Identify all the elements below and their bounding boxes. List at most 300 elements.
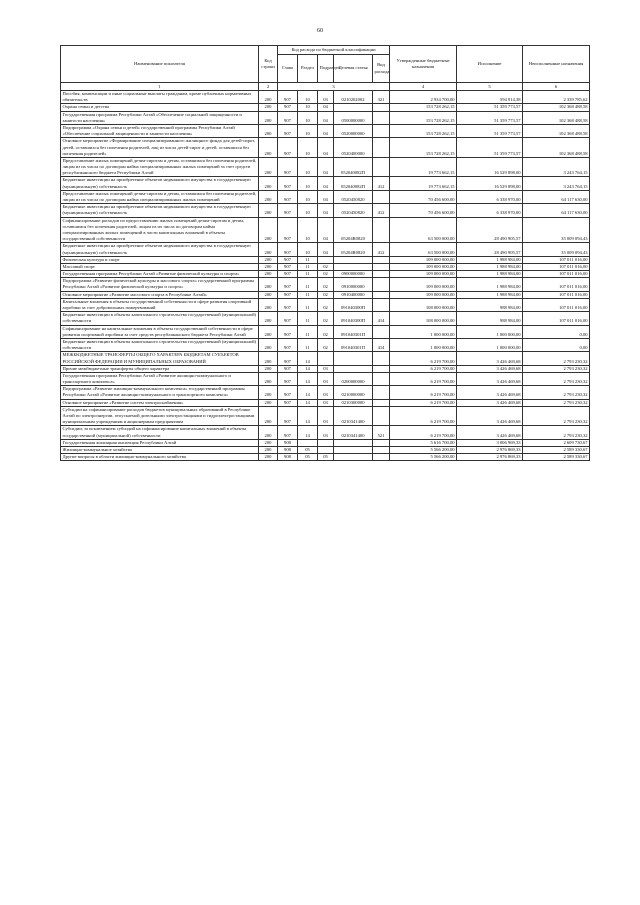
row-execution-amount: 3 426 469,68 [457,386,523,399]
header-target-article: Целевая статья [334,55,373,83]
row-line-code: 200 [259,190,278,203]
row-execution-amount: 1 988 984,00 [457,291,523,298]
row-section: 10 [298,124,318,137]
row-target-article: 05204R0820 [334,217,373,243]
row-not-executed-amount: 35 009 094,43 [523,217,590,243]
column-number: 3 [278,83,390,91]
row-subsection: 03 [318,406,334,426]
row-chapter: 907 [278,365,298,372]
row-subsection: 02 [318,291,334,298]
row-section: 11 [298,312,318,325]
row-chapter: 908 [278,446,298,453]
row-approved-amount: 109 000 000,00 [390,256,457,263]
row-name: Физическая культура и спорт [61,256,259,263]
row-section: 10 [298,243,318,256]
row-section: 05 [298,454,318,461]
row-expense-type [373,111,390,124]
row-expense-type: 412 [373,243,390,256]
table-row [61,372,590,385]
row-section: 14 [298,406,318,426]
budget-execution-table [60,45,590,461]
header-execution: Исполнение [457,46,523,83]
row-line-code: 200 [259,406,278,426]
row-line-code: 200 [259,426,278,439]
row-not-executed-amount: 35 009 094,43 [523,243,590,256]
column-number: 4 [390,83,457,91]
row-not-executed-amount: 107 011 016,00 [523,298,590,311]
row-chapter: 907 [278,386,298,399]
row-subsection: 04 [318,217,334,243]
row-subsection: 02 [318,271,334,278]
row-section: 11 [298,291,318,298]
row-name: Основное мероприятие «Развитие массового спорта в Республике Алтай» [61,291,259,298]
row-approved-amount: 109 000 000,00 [390,271,457,278]
row-line-code: 200 [259,446,278,453]
row-name: Бюджетные инвестиции на приобретение объектов недвижимого имущества в государственную (муниципальную) собственность [61,243,259,256]
row-chapter: 908 [278,454,298,461]
row-expense-type [373,278,390,291]
row-execution-amount: 1 988 984,00 [457,263,523,270]
row-name: Государственная программа Республики Алтай «Развитие физической культуры и спорта» [61,271,259,278]
row-section: 14 [298,372,318,385]
row-approved-amount: 153 728 262,15 [390,124,457,137]
header-subsection: Подраздел [318,55,334,83]
table-row [61,263,590,270]
header-classification-group: Код расхода по бюджетной классификации [278,46,390,55]
header-expense-type: Вид расхода [373,55,390,83]
row-approved-amount: 109 000 000,00 [390,278,457,291]
row-name: Подпрограмма «Развитие жилищно-коммунального комплекса» государственной программы Республики Алтай «Развитие жилищно-коммунального и транспортного комплекса» [61,386,259,399]
row-expense-type [373,352,390,365]
row-execution-amount: 988 984,00 [457,298,523,311]
row-target-article: 052040082П [334,157,373,177]
row-subsection: 04 [318,104,334,111]
row-section: 11 [298,298,318,311]
row-name: Предоставление жилых помещений детям-сиротам и детям, оставшимся без попечения родителей, лицам из их числа по договорам найма специализированных жилых помещений [61,190,259,203]
row-target-article: 091040301П [334,325,373,338]
row-approved-amount: 108 000 000,00 [390,312,457,325]
row-expense-type [373,104,390,111]
row-chapter: 908 [278,439,298,446]
row-execution-amount: 3 426 469,68 [457,352,523,365]
row-chapter: 907 [278,91,298,104]
row-section: 11 [298,325,318,338]
row-line-code: 200 [259,439,278,446]
row-section: 10 [298,91,318,104]
row-target-article [334,263,373,270]
row-subsection: 04 [318,124,334,137]
row-not-executed-amount: 0,00 [523,338,590,351]
row-approved-amount: 109 000 000,00 [390,291,457,298]
row-not-executed-amount: 102 368 488,58 [523,138,590,158]
row-expense-type: 321 [373,91,390,104]
row-expense-type [373,157,390,177]
row-expense-type [373,399,390,406]
row-not-executed-amount: 102 368 488,58 [523,111,590,124]
row-expense-type [373,325,390,338]
row-name: Государственная программа Республики Алтай «Обеспечение социальной защищенности и занятости населения» [61,111,259,124]
row-target-article [334,256,373,263]
row-section: 11 [298,263,318,270]
row-target-article: 0520000000 [334,124,373,137]
row-line-code: 200 [259,291,278,298]
row-not-executed-amount: 102 368 488,58 [523,124,590,137]
row-subsection: 04 [318,204,334,217]
row-line-code: 200 [259,372,278,385]
row-chapter: 907 [278,298,298,311]
row-section: 14 [298,365,318,372]
header-section: Раздел [298,55,318,83]
row-subsection: 03 [318,386,334,399]
row-expense-type: 521 [373,426,390,439]
row-execution-amount: 1 000 000,00 [457,325,523,338]
row-approved-amount: 6 219 700,00 [390,426,457,439]
row-subsection: 04 [318,177,334,190]
row-chapter: 907 [278,204,298,217]
table-row [61,312,590,325]
row-section: 11 [298,256,318,263]
row-expense-type [373,446,390,453]
row-execution-amount: 3 006 969,33 [457,439,523,446]
row-chapter: 907 [278,399,298,406]
row-chapter: 907 [278,271,298,278]
row-subsection: 02 [318,298,334,311]
row-chapter: 907 [278,217,298,243]
row-name: Бюджетные инвестиции на приобретение объектов недвижимого имущества в государственную (муниципальную) собственность [61,204,259,217]
row-line-code: 200 [259,386,278,399]
row-line-code: 200 [259,157,278,177]
table-row [61,271,590,278]
table-row [61,291,590,298]
row-approved-amount: 5 566 200,00 [390,454,457,461]
row-name: Бюджетные инвестиции на приобретение объектов недвижимого имущества в государственную (муниципальную) собственность [61,177,259,190]
row-name: Охрана семьи и детства [61,104,259,111]
row-chapter: 907 [278,256,298,263]
row-approved-amount: 2 934 700,00 [390,91,457,104]
row-chapter: 907 [278,426,298,439]
row-not-executed-amount: 107 011 016,00 [523,271,590,278]
row-not-executed-amount: 2 793 230,32 [523,426,590,439]
row-execution-amount: 1 988 984,00 [457,271,523,278]
row-execution-amount: 2 976 869,33 [457,446,523,453]
row-name: Предоставление жилых помещений детям-сиротам и детям, оставшимся без попечения родителей, лицам из их числа по договорам найма специализированных жилых помещений за счет средств республиканского бюджета Республики Алтай [61,157,259,177]
row-section: 10 [298,190,318,203]
row-execution-amount: 3 426 469,68 [457,372,523,385]
row-target-article: 0200000000 [334,372,373,385]
row-target-article: 091040300П [334,298,373,311]
row-chapter: 907 [278,177,298,190]
table-row [61,104,590,111]
row-name: Государственная жилищная инспекция Республики Алтай [61,439,259,446]
row-name: МЕЖБЮДЖЕТНЫЕ ТРАНСФЕРТЫ ОБЩЕГО ХАРАКТЕРА БЮДЖЕТАМ СУБЪЕКТОВ РОССИЙСКОЙ ФЕДЕРАЦИИ И МУНИЦИПАЛЬНЫХ ОБРАЗОВАНИЙ [61,352,259,365]
row-approved-amount: 6 219 700,00 [390,372,457,385]
row-line-code: 200 [259,256,278,263]
row-execution-amount: 1 000 000,00 [457,338,523,351]
row-execution-amount: 51 359 773,57 [457,111,523,124]
row-not-executed-amount: 2 793 230,32 [523,352,590,365]
row-line-code: 200 [259,298,278,311]
table-row [61,278,590,291]
row-not-executed-amount: 2 793 230,32 [523,372,590,385]
row-chapter: 907 [278,372,298,385]
column-number: 5 [457,83,523,91]
row-section: 11 [298,271,318,278]
row-not-executed-amount: 107 011 016,00 [523,263,590,270]
row-not-executed-amount: 2 339 785,62 [523,91,590,104]
row-execution-amount: 3 426 469,68 [457,406,523,426]
row-expense-type [373,406,390,426]
row-approved-amount: 6 219 700,00 [390,386,457,399]
row-expense-type: 412 [373,177,390,190]
column-number: 6 [523,83,590,91]
row-execution-amount: 28 490 905,57 [457,217,523,243]
row-execution-amount: 16 529 898,00 [457,177,523,190]
row-section: 11 [298,338,318,351]
row-line-code: 200 [259,111,278,124]
row-subsection [318,439,334,446]
table-row [61,426,590,439]
row-approved-amount: 63 500 000,00 [390,217,457,243]
row-execution-amount: 6 338 970,00 [457,204,523,217]
page-number: 60 [317,28,323,34]
table-row [61,124,590,137]
row-section: 14 [298,426,318,439]
row-expense-type [373,298,390,311]
table-row [61,190,590,203]
table-row [61,406,590,426]
row-target-article [334,439,373,446]
row-approved-amount: 19 773 662,15 [390,177,457,190]
row-target-article: 0520450820 [334,204,373,217]
row-subsection: 03 [318,399,334,406]
row-chapter: 907 [278,138,298,158]
row-chapter: 907 [278,325,298,338]
row-subsection: 04 [318,243,334,256]
row-not-executed-amount: 107 011 016,00 [523,256,590,263]
row-expense-type [373,365,390,372]
row-line-code: 200 [259,325,278,338]
row-execution-amount: 16 529 898,00 [457,157,523,177]
row-execution-amount: 51 359 773,57 [457,104,523,111]
table-row [61,157,590,177]
row-target-article: 0500000000 [334,111,373,124]
row-target-article: 0910400000 [334,291,373,298]
row-execution-amount: 2 976 869,33 [457,454,523,461]
header-approved: Утвержденные бюджетные назначения [390,46,457,83]
row-expense-type [373,256,390,263]
row-target-article: 0520450820 [334,190,373,203]
row-section: 10 [298,204,318,217]
row-expense-type [373,263,390,270]
row-subsection: 02 [318,338,334,351]
row-line-code: 200 [259,138,278,158]
table-row [61,352,590,365]
row-name: Подпрограмма «Развитие физической культуры и массового спорта» государственной программы Республики Алтай «Развитие физической культуры и спорта» [61,278,259,291]
row-execution-amount: 594 914,38 [457,91,523,104]
row-approved-amount: 6 219 700,00 [390,365,457,372]
row-chapter: 907 [278,406,298,426]
row-subsection: 04 [318,157,334,177]
table-row [61,325,590,338]
row-line-code: 200 [259,399,278,406]
row-not-executed-amount: 2 609 730,67 [523,439,590,446]
row-line-code: 200 [259,338,278,351]
row-approved-amount: 153 728 262,15 [390,138,457,158]
row-subsection: 02 [318,325,334,338]
row-approved-amount: 109 000 000,00 [390,263,457,270]
row-approved-amount: 108 000 000,00 [390,298,457,311]
row-execution-amount: 988 984,00 [457,312,523,325]
row-chapter: 907 [278,278,298,291]
row-subsection: 03 [318,365,334,372]
row-not-executed-amount: 2 793 230,32 [523,406,590,426]
row-target-article: 091040301П [334,338,373,351]
header-line-code: Код строки [259,46,278,83]
row-subsection [318,256,334,263]
row-approved-amount: 6 219 700,00 [390,352,457,365]
row-line-code: 200 [259,243,278,256]
row-name: Жилищно-коммунальное хозяйство [61,446,259,453]
row-execution-amount: 3 426 469,68 [457,399,523,406]
row-name: Субсидии, за исключением субсидий на софинансирование капитальных вложений в объекты государственной (муниципальной) собственности [61,426,259,439]
row-not-executed-amount: 0,00 [523,325,590,338]
table-row [61,177,590,190]
row-expense-type [373,386,390,399]
row-execution-amount: 1 988 984,00 [457,256,523,263]
row-name: Пособия, компенсации и иные социальные выплаты гражданам, кроме публичных нормативных обязательств [61,91,259,104]
row-approved-amount: 70 456 600,00 [390,190,457,203]
row-section: 14 [298,352,318,365]
row-section: 14 [298,399,318,406]
row-line-code: 200 [259,91,278,104]
row-approved-amount: 19 773 662,15 [390,157,457,177]
row-target-article: 052040082П [334,177,373,190]
row-chapter: 907 [278,124,298,137]
row-not-executed-amount: 64 117 630,00 [523,204,590,217]
row-target-article: 0520400000 [334,138,373,158]
row-expense-type [373,439,390,446]
row-subsection: 03 [318,91,334,104]
row-approved-amount: 5 616 700,00 [390,439,457,446]
row-target-article: 0210341400 [334,426,373,439]
row-chapter: 907 [278,312,298,325]
table-row [61,91,590,104]
row-chapter: 907 [278,263,298,270]
table-row [61,386,590,399]
row-not-executed-amount: 64 117 630,00 [523,190,590,203]
row-expense-type [373,291,390,298]
row-subsection: 04 [318,111,334,124]
row-subsection: 04 [318,138,334,158]
row-line-code: 200 [259,124,278,137]
row-expense-type [373,271,390,278]
row-name: Софинансирование на капитальные вложения в объекты государственной собственности в сфере развития спортивной аэробики за счет средств республиканского бюджета Республики Алтай [61,325,259,338]
row-not-executed-amount: 107 011 016,00 [523,278,590,291]
row-name: Государственная программа Республики Алтай «Развитие жилищно-коммунального и транспортного комплекса» [61,372,259,385]
row-approved-amount: 1 000 000,00 [390,325,457,338]
row-line-code: 200 [259,352,278,365]
row-subsection: 04 [318,190,334,203]
table-row [61,365,590,372]
row-line-code: 200 [259,263,278,270]
row-line-code: 200 [259,278,278,291]
table-row [61,338,590,351]
row-name: Другие вопросы в области жилищно-коммунального хозяйства [61,454,259,461]
row-execution-amount: 3 426 469,68 [457,365,523,372]
table-row [61,243,590,256]
row-execution-amount: 28 490 905,57 [457,243,523,256]
row-chapter: 907 [278,243,298,256]
row-expense-type: 414 [373,338,390,351]
row-name: Подпрограмма «Охрана семьи и детей» государственной программы Республики Алтай «Обеспечение социальной защищенности и занятости населения» [61,124,259,137]
row-approved-amount: 63 500 000,00 [390,243,457,256]
row-expense-type [373,454,390,461]
row-expense-type [373,217,390,243]
row-expense-type [373,124,390,137]
table-row [61,217,590,243]
row-section: 10 [298,177,318,190]
row-target-article: 0210341400 [334,406,373,426]
row-expense-type [373,138,390,158]
row-line-code: 200 [259,312,278,325]
row-approved-amount: 70 456 600,00 [390,204,457,217]
column-number: 2 [259,83,278,91]
row-not-executed-amount: 2 793 230,32 [523,386,590,399]
row-chapter: 907 [278,157,298,177]
row-name: Субсидии на софинансирование расходов бюджетов муниципальных образований в Республике Алтай по электроэнергии, отпускаемой дизельными электростанциями и гидроэлектростанциями муниципальным учреждениям и акционерным предприятиям [61,406,259,426]
row-expense-type [373,190,390,203]
row-execution-amount: 3 426 469,68 [457,426,523,439]
row-subsection: 05 [318,454,334,461]
row-subsection [318,352,334,365]
header-chapter: Глава [278,55,298,83]
row-expense-type: 412 [373,204,390,217]
row-chapter: 907 [278,104,298,111]
table-row [61,439,590,446]
row-not-executed-amount: 2 793 230,32 [523,365,590,372]
row-approved-amount: 5 566 200,00 [390,446,457,453]
row-line-code: 200 [259,217,278,243]
row-target-article: 0900000000 [334,271,373,278]
row-subsection: 02 [318,263,334,270]
row-not-executed-amount: 102 368 488,58 [523,104,590,111]
row-target-article [334,446,373,453]
row-section: 10 [298,111,318,124]
row-section [298,439,318,446]
row-chapter: 907 [278,352,298,365]
row-not-executed-amount: 2 793 230,32 [523,399,590,406]
row-line-code: 200 [259,271,278,278]
table-row [61,446,590,453]
row-approved-amount: 153 728 262,15 [390,111,457,124]
row-section: 05 [298,446,318,453]
row-target-article [334,104,373,111]
row-target-article [334,454,373,461]
row-target-article: 0210000000 [334,386,373,399]
row-name: Массовый спорт [61,263,259,270]
row-section: 10 [298,217,318,243]
row-target-article: 0210300000 [334,399,373,406]
table-row [61,298,590,311]
row-expense-type [373,372,390,385]
row-not-executed-amount: 107 011 016,00 [523,291,590,298]
table-row [61,256,590,263]
row-section: 10 [298,138,318,158]
row-approved-amount: 6 219 700,00 [390,399,457,406]
row-name: Бюджетные инвестиции в объекты капитального строительства государственной (муниципальной) собственности [61,338,259,351]
row-name: Прочие межбюджетные трансферты общего характера [61,365,259,372]
row-not-executed-amount: 3 243 764,15 [523,157,590,177]
